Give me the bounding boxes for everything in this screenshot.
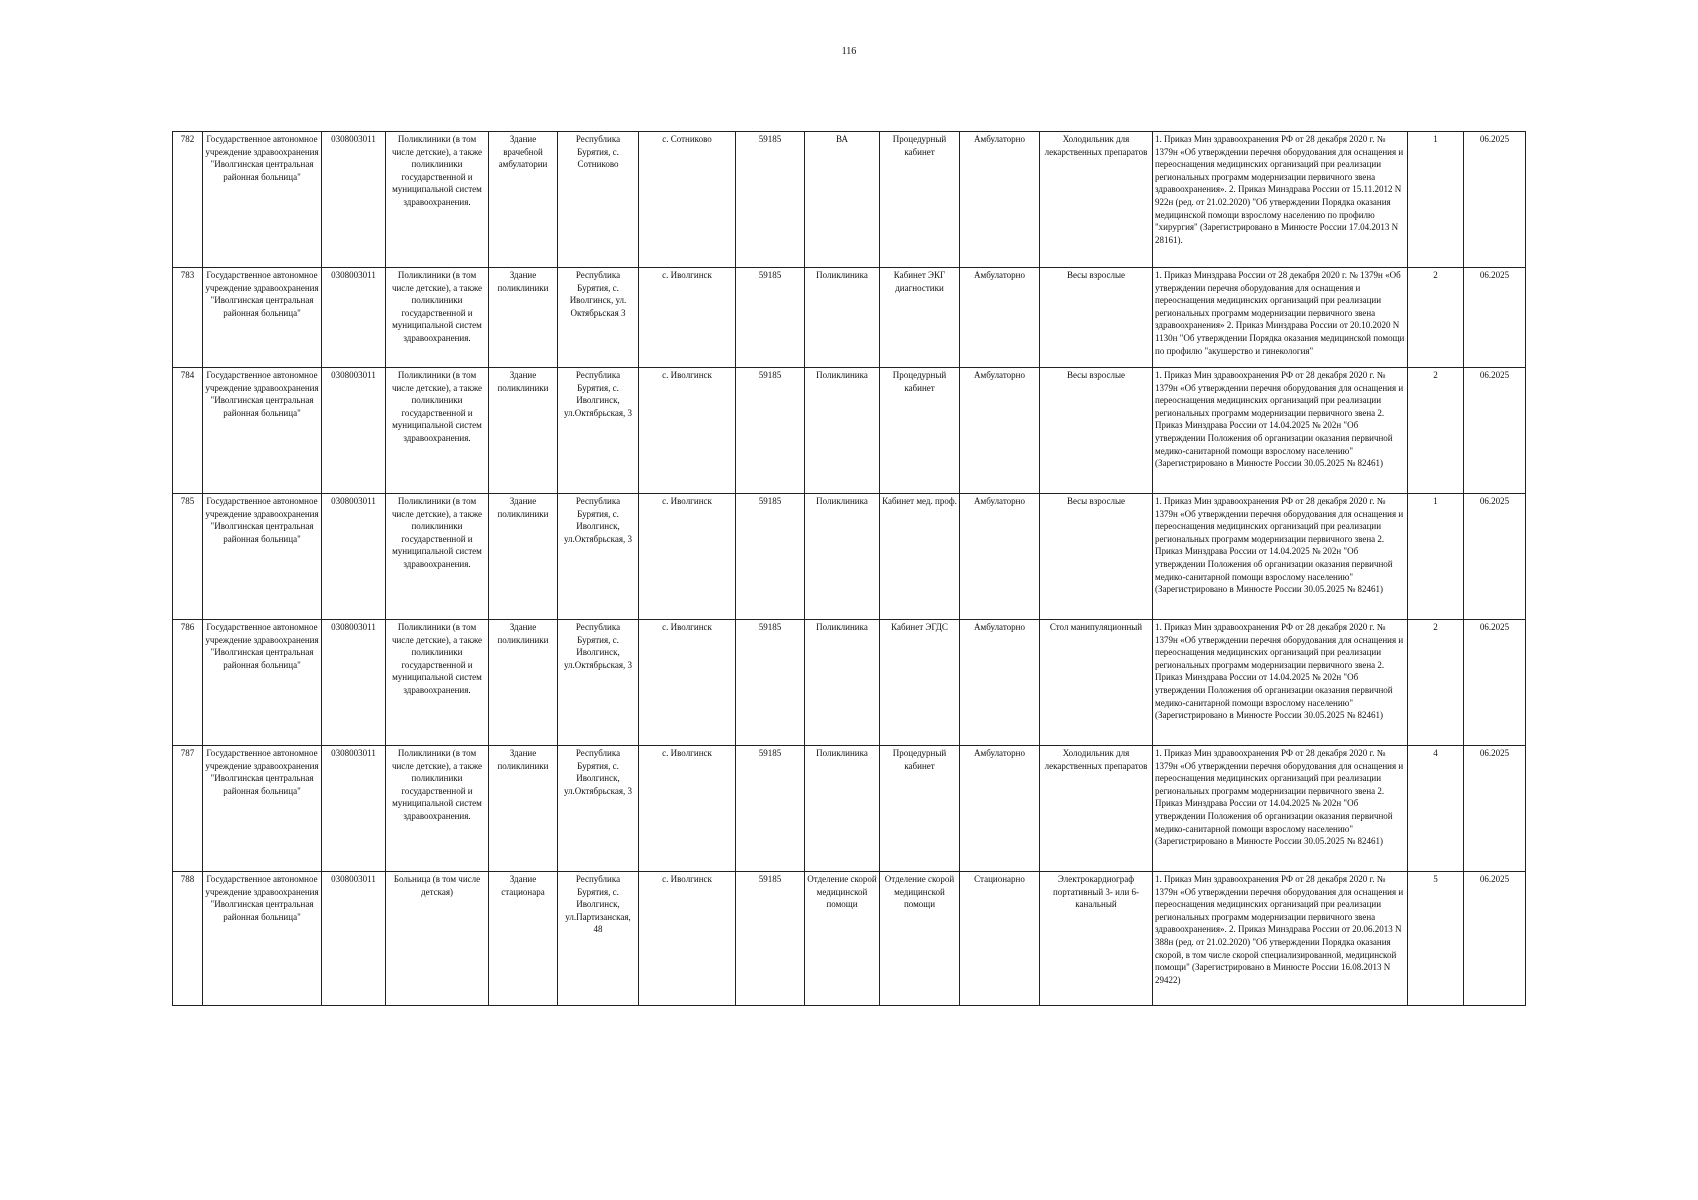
- organization-code-cell: 0308003011: [322, 368, 386, 494]
- table-row: [173, 268, 1526, 368]
- room-cell: Отделение скорой медицинской помощи: [880, 872, 960, 1006]
- facility-type-cell: Поликлиники (в том числе детские), а также поликлиники государственной и муниципальной систем здравоохранения.: [386, 368, 489, 494]
- oktmo-code-cell: 59185: [736, 268, 805, 368]
- care-mode-cell: Амбулаторно: [960, 494, 1040, 620]
- locality-cell: с. Иволгинск: [639, 746, 736, 872]
- organization-code-cell: 0308003011: [322, 620, 386, 746]
- table-row: [173, 746, 1526, 872]
- organization-code-cell: 0308003011: [322, 268, 386, 368]
- care-mode-cell: Амбулаторно: [960, 620, 1040, 746]
- room-cell: Процедурный кабинет: [880, 368, 960, 494]
- care-mode-cell: Стационарно: [960, 872, 1040, 1006]
- legal-basis-cell: 1. Приказ Минздрава России от 28 декабря 2020 г. № 1379н «Об утверждении перечня оборудования для оснащения и переоснащения медицинских организаций при реализации региональных программ модернизации первичного звена здравоохранения» 2. Приказ Минздрава России от 20.10.2020 N 1130н "Об утверждении Порядка оказания медицинской помощи по профилю "акушерство и гинекология": [1153, 268, 1408, 368]
- room-cell: Кабинет ЭГДС: [880, 620, 960, 746]
- legal-basis-cell: 1. Приказ Мин здравоохранения РФ от 28 декабря 2020 г. № 1379н «Об утверждении перечня оборудования для оснащения и переоснащения медицинских организаций при реализации региональных программ модернизации первичного звена 2. Приказ Минздрава России от 14.04.2025 № 202н "Об утверждении Положения об организации оказания первичной медико-санитарной помощи взрослому населению" (Зарегистрировано в Минюсте России 30.05.2025 № 82461): [1153, 494, 1408, 620]
- table-row: [173, 620, 1526, 746]
- quantity-cell: 1: [1408, 494, 1464, 620]
- building-cell: Здание врачебной амбулатории: [489, 132, 558, 268]
- delivery-date-cell: 06.2025: [1464, 132, 1526, 268]
- locality-cell: с. Иволгинск: [639, 494, 736, 620]
- building-cell: Здание поликлиники: [489, 746, 558, 872]
- building-cell: Здание поликлиники: [489, 268, 558, 368]
- row-number-cell: 784: [173, 368, 203, 494]
- legal-basis-cell: 1. Приказ Мин здравоохранения РФ от 28 декабря 2020 г. № 1379н «Об утверждении перечня оборудования для оснащения и переоснащения медицинских организаций при реализации региональных программ модернизации первичного звена 2. Приказ Минздрава России от 14.04.2025 № 202н "Об утверждении Положения об организации оказания первичной медико-санитарной помощи взрослому населению" (Зарегистрировано в Минюсте России 30.05.2025 № 82461): [1153, 746, 1408, 872]
- organization-name-cell: Государственное автономное учреждение здравоохранения "Иволгинская центральная районная больница": [203, 268, 322, 368]
- table-row: [173, 494, 1526, 620]
- room-cell: Процедурный кабинет: [880, 746, 960, 872]
- legal-basis-cell: 1. Приказ Мин здравоохранения РФ от 28 декабря 2020 г. № 1379н «Об утверждении перечня оборудования для оснащения и переоснащения медицинских организаций при реализации региональных программ модернизации первичного звена здравоохранения». 2. Приказ Минздрава России от 15.11.2012 N 922н (ред. от 21.02.2020) "Об утверждении Порядка оказания медицинской помощи взрослому населению по профилю "хирургия" (Зарегистрировано в Минюсте России 17.04.2013 N 28161).: [1153, 132, 1408, 268]
- equipment-name-cell: Весы взрослые: [1040, 268, 1153, 368]
- department-cell: Отделение скорой медицинской помощи: [805, 872, 880, 1006]
- delivery-date-cell: 06.2025: [1464, 746, 1526, 872]
- legal-basis-cell: 1. Приказ Мин здравоохранения РФ от 28 декабря 2020 г. № 1379н «Об утверждении перечня оборудования для оснащения и переоснащения медицинских организаций при реализации региональных программ модернизации первичного звена 2. Приказ Минздрава России от 14.04.2025 № 202н "Об утверждении Положения об организации оказания первичной медико-санитарной помощи взрослому населению" (Зарегистрировано в Минюсте России 30.05.2025 № 82461): [1153, 368, 1408, 494]
- building-cell: Здание поликлиники: [489, 494, 558, 620]
- delivery-date-cell: 06.2025: [1464, 494, 1526, 620]
- organization-name-cell: Государственное автономное учреждение здравоохранения "Иволгинская центральная районная больница": [203, 494, 322, 620]
- row-number-cell: 788: [173, 872, 203, 1006]
- organization-code-cell: 0308003011: [322, 872, 386, 1006]
- row-number-cell: 786: [173, 620, 203, 746]
- quantity-cell: 2: [1408, 368, 1464, 494]
- building-cell: Здание стационара: [489, 872, 558, 1006]
- address-cell: Республика Бурятия, с. Иволгинск, ул.Октябрьская, 3: [558, 368, 639, 494]
- equipment-name-cell: Электрокардиограф портативный 3- или 6-канальный: [1040, 872, 1153, 1006]
- locality-cell: с. Иволгинск: [639, 872, 736, 1006]
- address-cell: Республика Бурятия, с. Иволгинск, ул. Октябрьская 3: [558, 268, 639, 368]
- equipment-name-cell: Весы взрослые: [1040, 494, 1153, 620]
- address-cell: Республика Бурятия, с. Иволгинск, ул.Октябрьская, 3: [558, 746, 639, 872]
- page-number: 116: [841, 46, 857, 57]
- department-cell: Поликлиника: [805, 368, 880, 494]
- locality-cell: с. Иволгинск: [639, 368, 736, 494]
- table-row: [173, 368, 1526, 494]
- care-mode-cell: Амбулаторно: [960, 368, 1040, 494]
- room-cell: Процедурный кабинет: [880, 132, 960, 268]
- facility-type-cell: Поликлиники (в том числе детские), а также поликлиники государственной и муниципальной систем здравоохранения.: [386, 132, 489, 268]
- organization-code-cell: 0308003011: [322, 494, 386, 620]
- quantity-cell: 5: [1408, 872, 1464, 1006]
- quantity-cell: 2: [1408, 620, 1464, 746]
- equipment-name-cell: Холодильник для лекарственных препаратов: [1040, 746, 1153, 872]
- facility-type-cell: Поликлиники (в том числе детские), а также поликлиники государственной и муниципальной систем здравоохранения.: [386, 746, 489, 872]
- department-cell: Поликлиника: [805, 620, 880, 746]
- oktmo-code-cell: 59185: [736, 620, 805, 746]
- organization-name-cell: Государственное автономное учреждение здравоохранения "Иволгинская центральная районная больница": [203, 368, 322, 494]
- organization-name-cell: Государственное автономное учреждение здравоохранения "Иволгинская центральная районная больница": [203, 620, 322, 746]
- row-number-cell: 785: [173, 494, 203, 620]
- address-cell: Республика Бурятия, с. Иволгинск, ул.Октябрьская, 3: [558, 494, 639, 620]
- equipment-name-cell: Стол манипуляционный: [1040, 620, 1153, 746]
- equipment-register-table: [172, 131, 1526, 1006]
- row-number-cell: 782: [173, 132, 203, 268]
- delivery-date-cell: 06.2025: [1464, 368, 1526, 494]
- care-mode-cell: Амбулаторно: [960, 132, 1040, 268]
- facility-type-cell: Поликлиники (в том числе детские), а также поликлиники государственной и муниципальной систем здравоохранения.: [386, 620, 489, 746]
- locality-cell: с. Сотниково: [639, 132, 736, 268]
- quantity-cell: 4: [1408, 746, 1464, 872]
- address-cell: Республика Бурятия, с. Иволгинск, ул.Октябрьская, 3: [558, 620, 639, 746]
- department-cell: Поликлиника: [805, 746, 880, 872]
- building-cell: Здание поликлиники: [489, 368, 558, 494]
- facility-type-cell: Больница (в том числе детская): [386, 872, 489, 1006]
- delivery-date-cell: 06.2025: [1464, 872, 1526, 1006]
- row-number-cell: 787: [173, 746, 203, 872]
- organization-name-cell: Государственное автономное учреждение здравоохранения "Иволгинская центральная районная больница": [203, 872, 322, 1006]
- facility-type-cell: Поликлиники (в том числе детские), а также поликлиники государственной и муниципальной систем здравоохранения.: [386, 268, 489, 368]
- delivery-date-cell: 06.2025: [1464, 268, 1526, 368]
- oktmo-code-cell: 59185: [736, 494, 805, 620]
- department-cell: Поликлиника: [805, 494, 880, 620]
- address-cell: Республика Бурятия, с. Сотниково: [558, 132, 639, 268]
- address-cell: Республика Бурятия, с. Иволгинск, ул.Партизанская, 48: [558, 872, 639, 1006]
- room-cell: Кабинет ЭКГ диагностики: [880, 268, 960, 368]
- organization-code-cell: 0308003011: [322, 746, 386, 872]
- equipment-name-cell: Весы взрослые: [1040, 368, 1153, 494]
- department-cell: Поликлиника: [805, 268, 880, 368]
- department-cell: ВА: [805, 132, 880, 268]
- equipment-name-cell: Холодильник для лекарственных препаратов: [1040, 132, 1153, 268]
- delivery-date-cell: 06.2025: [1464, 620, 1526, 746]
- row-number-cell: 783: [173, 268, 203, 368]
- care-mode-cell: Амбулаторно: [960, 746, 1040, 872]
- room-cell: Кабинет мед. проф.: [880, 494, 960, 620]
- oktmo-code-cell: 59185: [736, 368, 805, 494]
- organization-code-cell: 0308003011: [322, 132, 386, 268]
- locality-cell: с. Иволгинск: [639, 620, 736, 746]
- oktmo-code-cell: 59185: [736, 132, 805, 268]
- oktmo-code-cell: 59185: [736, 872, 805, 1006]
- legal-basis-cell: 1. Приказ Мин здравоохранения РФ от 28 декабря 2020 г. № 1379н «Об утверждении перечня оборудования для оснащения и переоснащения медицинских организаций при реализации региональных программ модернизации первичного звена здравоохранения». 2. Приказ Минздрава России от 20.06.2013 N 388н (ред. от 21.02.2020) "Об утверждении Порядка оказания скорой, в том числе скорой специализированной, медицинской помощи" (Зарегистрировано в Минюсте России 16.08.2013 N 29422): [1153, 872, 1408, 1006]
- organization-name-cell: Государственное автономное учреждение здравоохранения "Иволгинская центральная районная больница": [203, 132, 322, 268]
- locality-cell: с. Иволгинск: [639, 268, 736, 368]
- care-mode-cell: Амбулаторно: [960, 268, 1040, 368]
- oktmo-code-cell: 59185: [736, 746, 805, 872]
- facility-type-cell: Поликлиники (в том числе детские), а также поликлиники государственной и муниципальной систем здравоохранения.: [386, 494, 489, 620]
- legal-basis-cell: 1. Приказ Мин здравоохранения РФ от 28 декабря 2020 г. № 1379н «Об утверждении перечня оборудования для оснащения и переоснащения медицинских организаций при реализации региональных программ модернизации первичного звена 2. Приказ Минздрава России от 14.04.2025 № 202н "Об утверждении Положения об организации оказания первичной медико-санитарной помощи взрослому населению" (Зарегистрировано в Минюсте России 30.05.2025 № 82461): [1153, 620, 1408, 746]
- quantity-cell: 1: [1408, 132, 1464, 268]
- table-row: [173, 872, 1526, 1006]
- table-row: [173, 132, 1526, 268]
- quantity-cell: 2: [1408, 268, 1464, 368]
- building-cell: Здание поликлиники: [489, 620, 558, 746]
- organization-name-cell: Государственное автономное учреждение здравоохранения "Иволгинская центральная районная больница": [203, 746, 322, 872]
